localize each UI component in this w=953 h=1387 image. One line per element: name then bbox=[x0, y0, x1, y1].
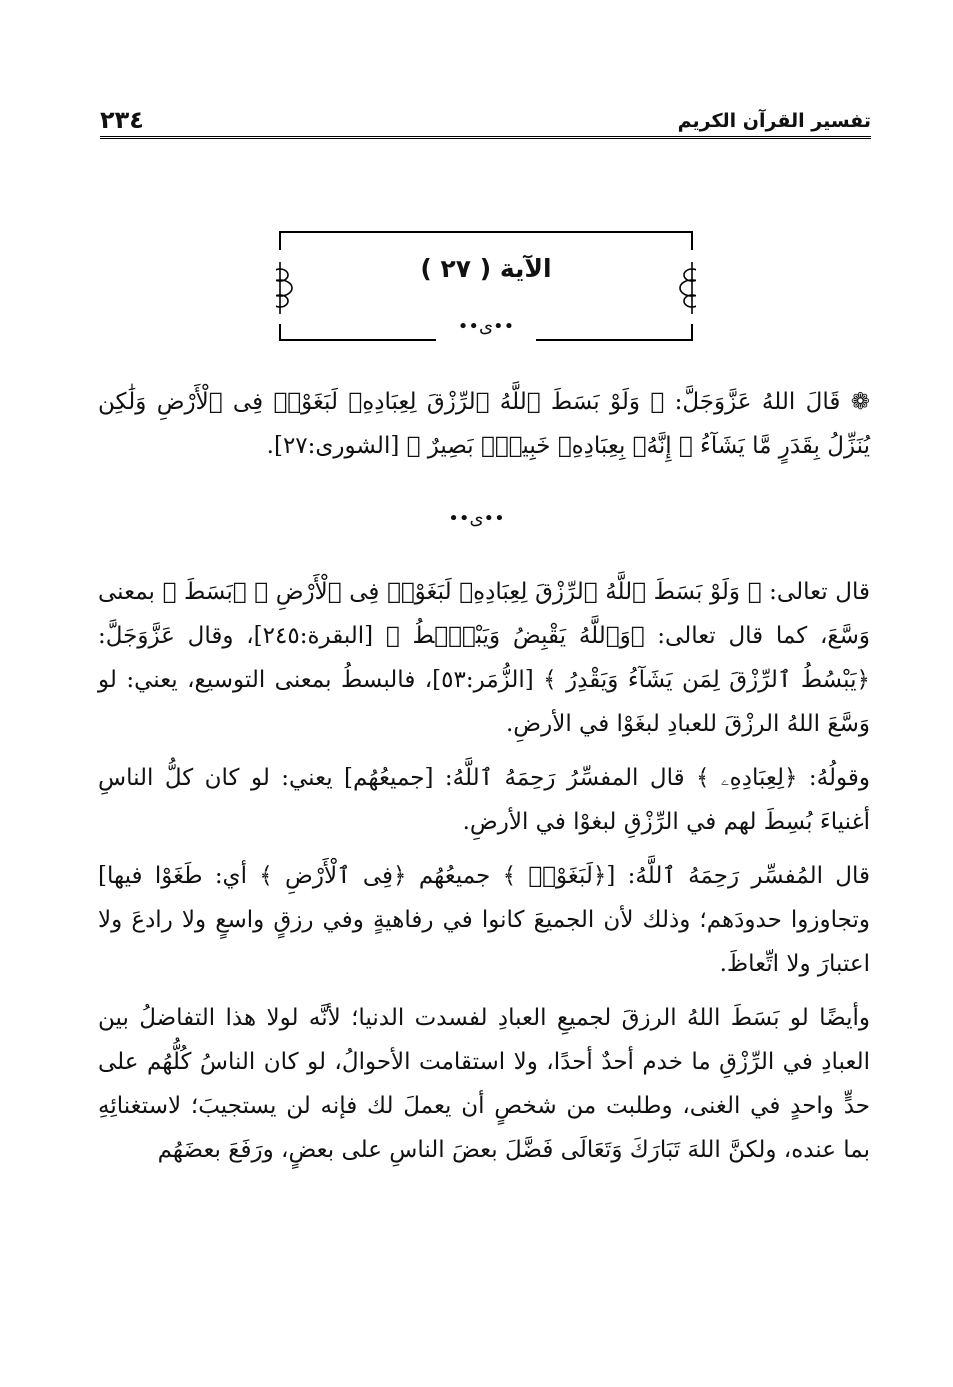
verse-text bbox=[98, 380, 870, 468]
verse-paragraph: ❁ قَالَ اللهُ عَزَّوَجَلَّ: ﴿ وَلَوْ بَسَطَ ٱللَّهُ ٱلرِّزْقَ لِعِبَادِهِۦ لَبَغَوْا۟ فِى ٱلْأَرْضِ وَلَٰكِن يُنَزِّلُ بِقَدَرٍ مَّا يَشَآءُ ۚ إِنَّهُۥ بِعِبَادِهِۦ خَبِيرٌۢ بَصِيرٌ ﴾ [الشورى:٢٧]. bbox=[98, 389, 870, 459]
commentary-body bbox=[98, 570, 870, 1172]
commentary-paragraph-2: وقولُهُ: ﴿لِعِبَادِهِۦ ﴾ قال المفسِّرُ رَحِمَهُ ٱللَّهُ: [جميعُهُم] يعني: لو كان كلُّ الناسِ أغنياءَ بُسِطَ لهم في الرِّزْقِ لبغوْا في الأرضِ. bbox=[98, 765, 870, 835]
commentary-paragraph-3: قال المُفسِّر رَحِمَهُ ٱللَّهُ: [﴿لَبَغَوْا۟ ﴾ جميعُهُم ﴿فِى ٱلْأَرْضِ ﴾ أي: طَغَوْا فيها] وتجاوزوا حدودَهم؛ وذلك لأن الجميعَ كانوا في رفاهيةٍ وفي رزقٍ واسعٍ ولا رادعَ ولا اعتبارَ ولا اتِّعاظَ. bbox=[98, 863, 870, 977]
book-title: تفسير القرآن الكريم bbox=[677, 110, 871, 132]
page-header bbox=[100, 106, 871, 139]
section-divider-ornament: ••ﻯ•• bbox=[448, 508, 505, 529]
commentary-paragraph-1: قال تعالى: ﴿ وَلَوْ بَسَطَ ٱللَّهُ ٱلرِّزْقَ لِعِبَادِهِۦ لَبَغَوْا۟ فِى ٱلْأَرْضِ ﴾ ﴿بَسَطَ ﴾ بمعنى وَسَّعَ، كما قال تعالى: ﴿وَٱللَّهُ يَقْبِضُ وَيَبْصُۜطُ ﴾ [البقرة:٢٤٥]، وقال عَزَّوَجَلَّ: ﴿يَبْسُطُ ٱلرِّزْقَ لِمَن يَشَآءُ وَيَقْدِرُ ﴾ [الزُّمَر:٥٣]، فالبسطُ بمعنى التوسيع، يعني: لو وَسَّعَ اللهُ الرزْقَ للعبادِ لبغَوْا في الأرضِ. bbox=[98, 579, 870, 737]
frame-divider-ornament: ••ﻯ•• bbox=[457, 316, 515, 337]
verse-title: الآية ( ٢٧ ) bbox=[420, 254, 552, 283]
commentary-paragraph-4: وأيضًا لو بَسَطَ اللهُ الرزقَ لجميعِ العبادِ لفسدت الدنيا؛ لأنَّه لولا هذا التفاضلُ بين العبادِ في الرِّزْقِ ما خدم أحدٌ أحدًا، ولا استقامت الأحوالُ، لو كان الناسُ كُلُّهُم على حدٍّ واحدٍ في الغنى، وطلبت من شخصٍ أن يعملَ لك فإنه لن يستجيبَ؛ لاستغنائِهِ بما عنده، ولكنَّ اللهَ تَبَارَكَ وَتَعَالَى فَضَّلَ بعضَ الناسِ على بعضٍ، ورَفَعَ بعضَهُم bbox=[98, 1005, 870, 1163]
verse-title-frame bbox=[276, 228, 696, 344]
page-number: ٢٣٤ bbox=[100, 106, 144, 134]
